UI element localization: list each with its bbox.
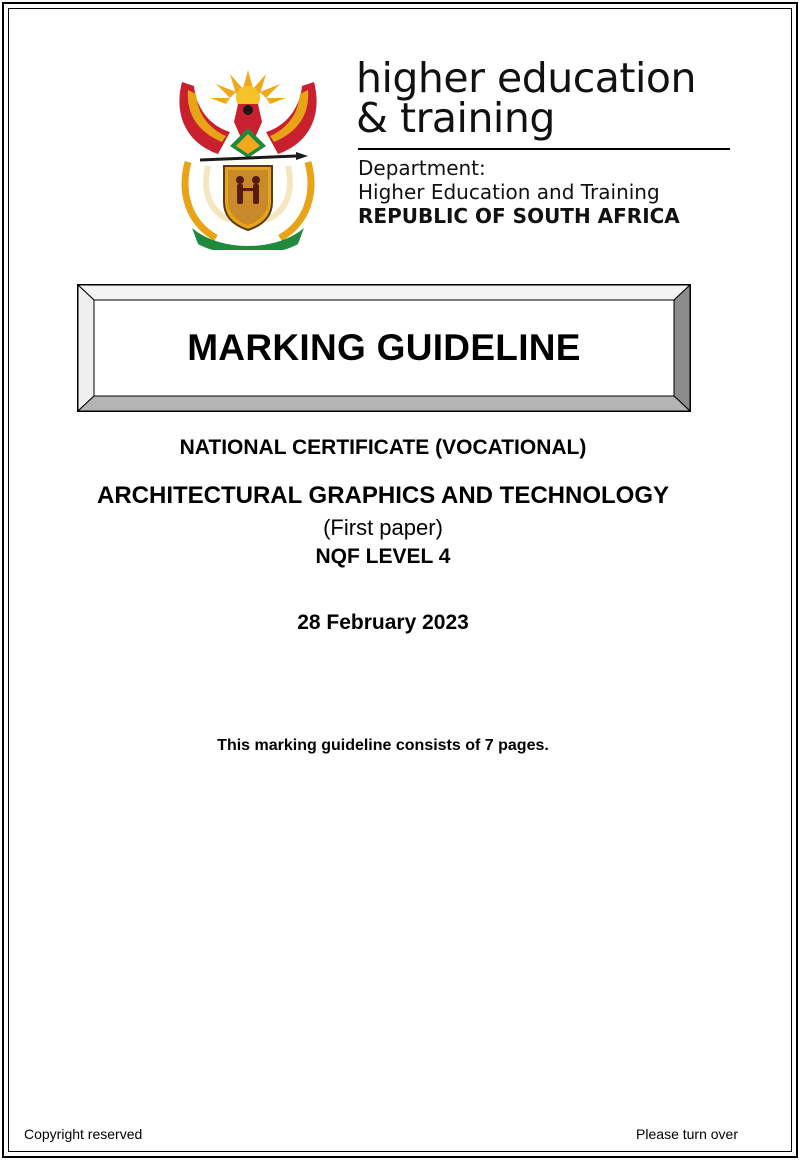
exam-date: 28 February 2023 [297, 611, 469, 634]
document-title: MARKING GUIDELINE [187, 327, 581, 368]
department-name: Higher Education and Training [358, 180, 660, 204]
certificate-heading: NATIONAL CERTIFICATE (VOCATIONAL) [179, 436, 587, 459]
subject-heading: ARCHITECTURAL GRAPHICS AND TECHNOLOGY [96, 482, 669, 509]
nqf-level: NQF LEVEL 4 [315, 545, 451, 568]
department-label: Department: [358, 156, 486, 180]
wordmark-line-2: & training [356, 94, 555, 142]
page-count-note: This marking guideline consists of 7 pages. [217, 737, 549, 754]
wordmark-line-1: higher education [356, 54, 696, 102]
country-name: REPUBLIC OF SOUTH AFRICA [358, 204, 680, 228]
south-africa-coat-of-arms-icon [170, 62, 326, 250]
footer-turn-over: Please turn over [636, 1126, 738, 1142]
wordmark-divider [358, 148, 730, 150]
footer-copyright: Copyright reserved [24, 1126, 143, 1142]
title-box [77, 284, 691, 412]
paper-label: (First paper) [323, 515, 443, 540]
department-wordmark [356, 54, 736, 228]
